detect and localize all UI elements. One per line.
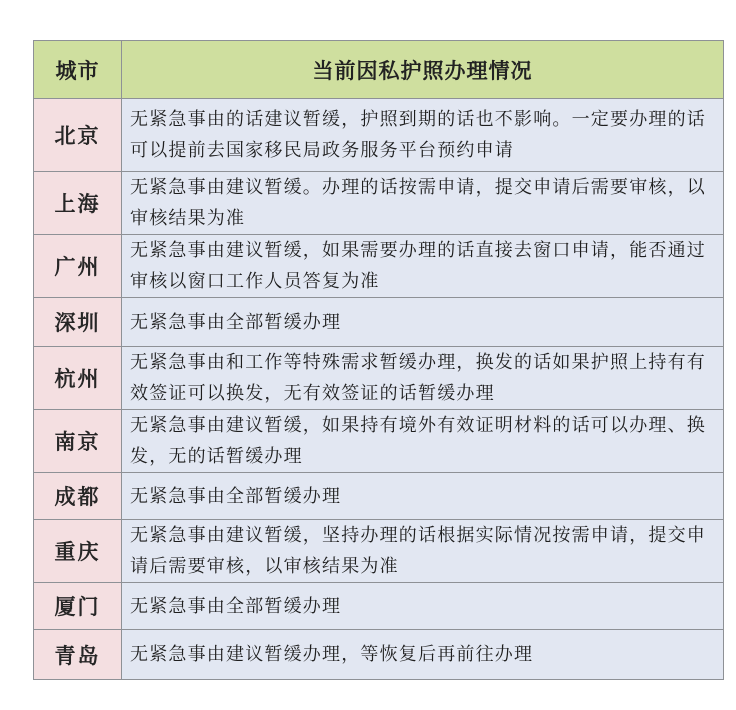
status-cell: 无紧急事由建议暂缓，坚持办理的话根据实际情况按需申请，提交申请后需要审核，以审核结果为准	[122, 520, 724, 583]
city-cell: 深圳	[34, 298, 122, 347]
table-header-row	[34, 41, 724, 99]
status-cell: 无紧急事由全部暂缓办理	[122, 298, 724, 347]
status-cell: 无紧急事由建议暂缓，如果需要办理的话直接去窗口申请，能否通过审核以窗口工作人员答复为准	[122, 235, 724, 298]
table-row	[34, 172, 724, 235]
status-cell: 无紧急事由全部暂缓办理	[122, 473, 724, 520]
city-cell: 南京	[34, 410, 122, 473]
table-row	[34, 298, 724, 347]
status-cell: 无紧急事由建议暂缓，如果持有境外有效证明材料的话可以办理、换发，无的话暂缓办理	[122, 410, 724, 473]
status-cell: 无紧急事由建议暂缓。办理的话按需申请，提交申请后需要审核，以审核结果为准	[122, 172, 724, 235]
status-cell: 无紧急事由的话建议暂缓，护照到期的话也不影响。一定要办理的话可以提前去国家移民局政务服务平台预约申请	[122, 99, 724, 172]
city-column-header: 城市	[34, 41, 122, 99]
table-row	[34, 410, 724, 473]
table-row	[34, 473, 724, 520]
city-cell: 广州	[34, 235, 122, 298]
city-cell: 杭州	[34, 347, 122, 410]
table-row	[34, 583, 724, 630]
table-row	[34, 520, 724, 583]
table-row	[34, 347, 724, 410]
status-cell: 无紧急事由建议暂缓办理，等恢复后再前往办理	[122, 630, 724, 680]
table-row	[34, 99, 724, 172]
city-cell: 北京	[34, 99, 122, 172]
city-cell: 成都	[34, 473, 122, 520]
table-row	[34, 630, 724, 680]
city-cell: 青岛	[34, 630, 122, 680]
city-cell: 上海	[34, 172, 122, 235]
city-cell: 重庆	[34, 520, 122, 583]
city-cell: 厦门	[34, 583, 122, 630]
passport-status-table	[33, 40, 724, 680]
status-cell: 无紧急事由全部暂缓办理	[122, 583, 724, 630]
status-cell: 无紧急事由和工作等特殊需求暂缓办理，换发的话如果护照上持有有效签证可以换发，无有效签证的话暂缓办理	[122, 347, 724, 410]
table-row	[34, 235, 724, 298]
status-column-header: 当前因私护照办理情况	[122, 41, 724, 99]
